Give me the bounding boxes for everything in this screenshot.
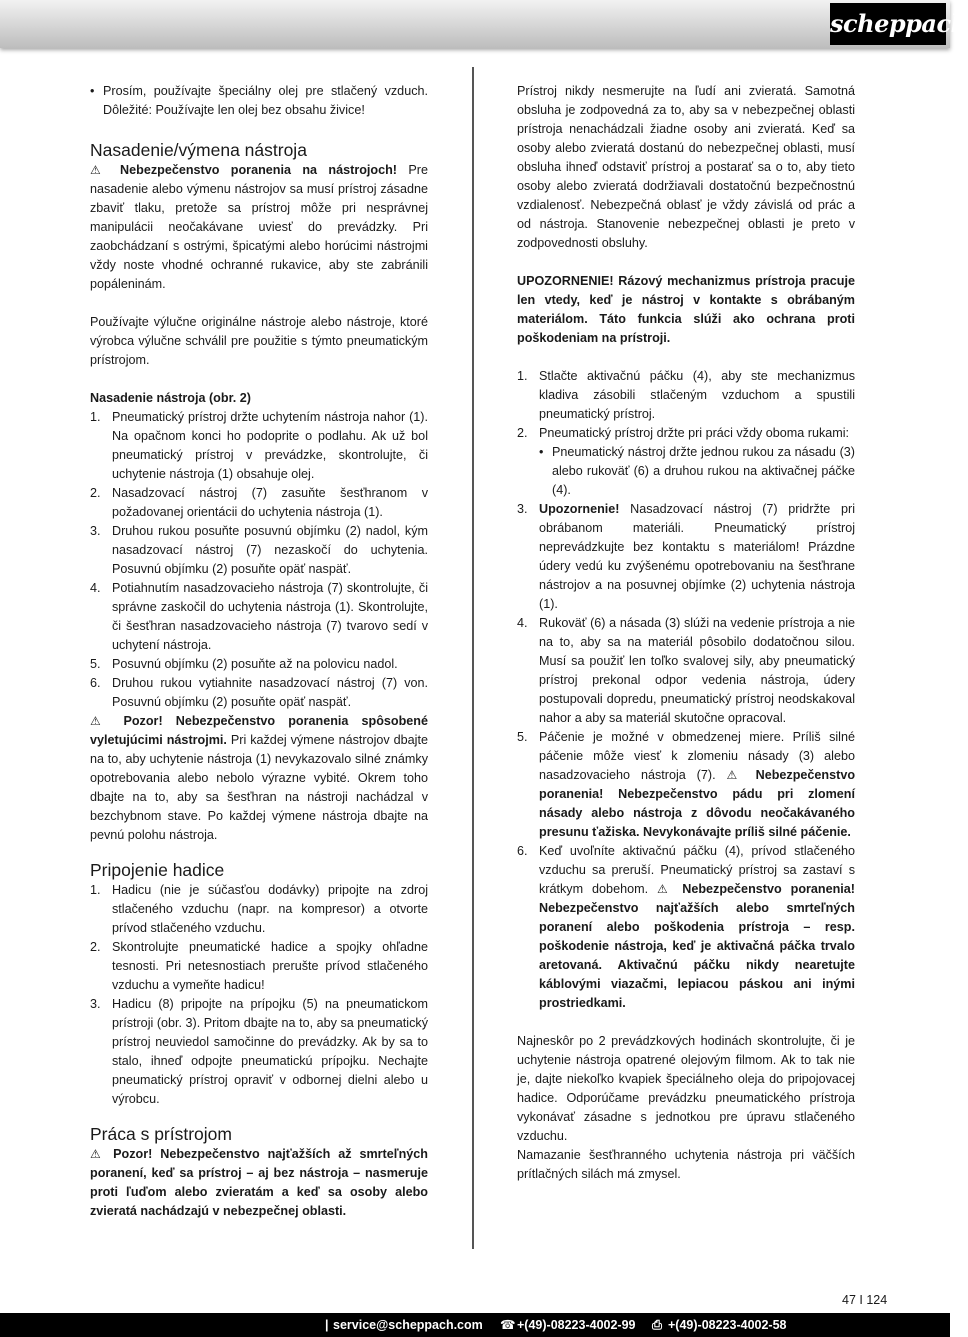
phone-icon: ☎ <box>500 1318 516 1332</box>
warning-icon: ⚠ <box>90 163 109 177</box>
intro-bullet: • Prosím, používajte špeciálny olej pre stlačený vzduch. Dôležité: Používajte len olej bez obsahu živice! <box>90 84 428 117</box>
list-item: 4. Rukoväť (6) a násada (3) slúži na vedenie prístroja a nie na to, aby sa na materiál pôsobilo dodatočnou silou. Musí sa použiť len toľko svalovej sily, aby pneumatický prístroj prekonal odpor vedenia nástroja, údery postupovali dopredu, pneumatický prístroj neodskakoval nahor a aby sa materiál skutočne opracoval. <box>517 616 855 725</box>
list-item: 3. Upozornenie! Nasadzovací nástroj (7) pridržte pri obrábanom materiáli. Pneumatický prístroj neprevádzkujte bez kontaktu s materiálom! Prázdne údery vedú ku zvýšenému opotrebovaniu na šesťhrane nástrojov a na posuvnej objímke (2) uchytenia nástroja (1). <box>517 502 855 611</box>
grease-text: Namazanie šesťhranného uchytenia nástroja pri väčších prítlačných silách má zmysel. <box>517 1148 855 1181</box>
operation-steps-list <box>517 367 855 1013</box>
warning-icon: ⚠ <box>90 1147 106 1161</box>
list-item: 5. Páčenie je možné v obmedzenej miere. Príliš silné páčenie môže viesť k zlomeniu násady (3) alebo nasadzovacieho nástroja (7). ⚠ Nebezpečenstvo poranenia! Nebezpečenstvo pádu pri zlomení násady alebo nástroja z dôvodu neočakávaného presunu ťažiska. Nevykonávajte príliš silné páčenie. <box>517 730 856 839</box>
notice-text: UPOZORNENIE! Rázový mechanizmus prístroja pracuje len vtedy, keď je nástroj v kontakte s obrábaným materiálom. Táto funkcia slúži ako ochrana proti poškodeniam na prístroji. <box>517 274 855 345</box>
list-item: 1. Hadicu (nie je súčasťou dodávky) pripojte na zdroj stlačeného vzduchu (napr. na kompresor) a otvorte prívod stlačeného vzduchu. <box>90 883 428 935</box>
list-item: 4. Potiahnutím nasadzovacieho nástroja (7) skontrolujte, či správne zaskočil do uchytenia nástroja (1). Skontrolujte, či šesťhran nasadzovacieho nástroja (7) tvarovo sedí v uchytení nástroja. <box>90 581 428 652</box>
heading-working: Práca s prístrojom <box>90 1124 232 1144</box>
page-number: 47 I 124 <box>842 1293 888 1307</box>
insert-steps-list <box>90 408 428 712</box>
work-warning: ⚠ Pozor! Nebezpečenstvo najťažších až smrteľných poranení, keď sa prístroj – aj bez nástroja – nasmeruje proti ľuďom alebo zvieratám a keď sa osoby alebo zvieratá nachádzajú v nebezpečnej oblasti. <box>90 1147 429 1218</box>
heading-hose-connection: Pripojenie hadice <box>90 860 225 880</box>
subheading-insert-tool: Nasadenie nástroja (obr. 2) <box>90 391 251 405</box>
fax-icon: ⎙ <box>652 1318 663 1332</box>
warning-icon: ⚠ <box>657 882 674 896</box>
column-divider <box>472 67 474 1249</box>
original-tools-note: Používajte výlučne originálne nástroje alebo nástroje, ktoré výrobca výlučne schválil pre použitie s týmto pneumatickým prístrojom. <box>90 315 428 367</box>
footer-separator: | <box>325 1318 329 1332</box>
hose-steps-list <box>90 881 428 1109</box>
right-column <box>517 82 855 1184</box>
warning-icon: ⚠ <box>726 768 745 782</box>
header-bar <box>0 0 968 48</box>
list-item: 6. Druhou rukou vytiahnite nasadzovací nástroj (7) von. Posuvnú objímku (2) posuňte opäť naspäť. <box>90 676 428 709</box>
footer-bar <box>0 1313 950 1337</box>
eject-warning: ⚠ Pozor! Nebezpečenstvo poranenia spôsobené vyletujúcimi nástrojmi. Pri každej výmene nástrojov dbajte na to, aby uchytenie nástroja (1) nevykazovalo silné známky opotrebovania alebo nebolo výrazne vybité. Okrem toho dbajte na to, aby sa šesťhran na nástroji nachádzal v bezchybnom stave. Po každej výmene nástroja dbajte na pevnú polohu nástroja. <box>90 714 428 842</box>
left-column <box>90 82 428 1221</box>
list-item: 1. Pneumatický prístroj držte uchytením nástroja nahor (1). Na opačnom konci ho podoprite o podlahu. Ak už bol pneumatický prístroj v prevádzke, skontrolujte, či uchytenie nástroja (1) obsahuje olej. <box>90 410 428 481</box>
brand-logo: scheppach <box>830 3 946 45</box>
list-item-bullet: • Pneumatický nástroj držte jednou rukou za násadu (3) alebo rukoväť (6) a druhou rukou na aktivačnej páčke (4). <box>539 445 855 497</box>
insert-warning: ⚠ Nebezpečenstvo poranenia na nástrojoch! Pre nasadenie alebo výmenu nástrojov sa musí prístroj zásadne zbaviť tlaku, pretože sa prístroj môže pri nesprávnej manipulácii neočakávane uviesť do prevádzky. Pri zaobchádzaní s ostrými, špicatými alebo horúcimi nástrojmi vždy noste vhodné ochranné rukavice, aby ste zabránili popáleninám. <box>90 163 428 291</box>
footer-phone: +(49)-08223-4002-99 <box>517 1318 636 1332</box>
footer-fax: +(49)-08223-4002-58 <box>668 1318 787 1332</box>
heading-insert-tool: Nasadenie/výmena nástroja <box>90 140 307 160</box>
list-item: 2. Skontrolujte pneumatické hadice a spojky ohľadne tesnosti. Pri netesnostiach prerušte prívod stlačeného vzduchu a vymeňte hadicu! <box>90 940 428 992</box>
list-item: 2. Nasadzovací nástroj (7) zasuňte šesťhranom v požadovanej orientácii do uchytenia nástroja (1). <box>90 486 428 519</box>
list-item: 6. Keď uvoľníte aktivačnú páčku (4), prívod stlačeného vzduchu sa preruší. Pneumatický prístroj sa zastaví s krátkym dobehom. ⚠ Nebezpečenstvo poranenia! Nebezpečenstvo najťažších alebo smrteľných poranení alebo poškodenia prístroja – resp. poškodenie nástroja, keď je aktivačná páčka trvalo aretovaná. Aktivačnú páčku nikdy nearetujte káblovými viazačmi, lepiacou páskou ani inými prostriedkami. <box>517 844 856 1010</box>
danger-zone-text: Prístroj nikdy nesmerujte na ľudí ani zvieratá. Samotná obsluha je zodpovedná za to, aby sa v nebezpečnej oblasti prístroja nenachádzali žiadne osoby ani zvieratá. Keď sa osoby alebo zvieratá dostanú do nebezpečnej oblasti, musí obsluha ihneď odstaviť prístroj a postarať sa o to, aby tieto osoby alebo zvieratá dodržiavali dostatočnú bezpečnostnú vzdialenosť. Nebezpečná oblasť je vždy závislá od prác a od nástroja. Stanovenie nebezpečnej oblasti je preto v zodpovednosti obsluhy. <box>517 84 855 250</box>
list-item: 2. Pneumatický prístroj držte pri práci vždy oboma rukami: • Pneumatický nástroj držte jednou rukou za násadu (3) alebo rukoväť (6) a druhou rukou na aktivačnej páčke (4). <box>517 424 855 500</box>
footer-email[interactable]: service@scheppach.com <box>333 1318 483 1332</box>
list-item: 1. Stlačte aktivačnú páčku (4), aby ste mechanizmus kladiva zásobili stlačeným vzduchom a spustili pneumatický prístroj. <box>517 369 855 421</box>
oil-check-text: Najneskôr po 2 prevádzkových hodinách skontrolujte, či je uchytenie nástroja opatrené olejovým filmom. Ak to tak nie je, dajte niekoľko kvapiek špeciálneho oleja do pripojovacej hadice. Odporúčame prevádzku pneumatického prístroja vykonávať zásadne s jednotkou pre úpravu stlačeného vzduchu. <box>517 1034 855 1143</box>
list-item: 5. Posuvnú objímku (2) posuňte až na polovicu nadol. <box>90 657 398 671</box>
warning-icon: ⚠ <box>90 714 111 728</box>
list-item: 3. Hadicu (8) pripojte na prípojku (5) na pneumatickom prístroji (obr. 3). Pritom dbajte na to, aby sa pneumatický prístroj neuviedol samočinne do prevádzky. Ak by sa to stalo, ihneď odpojte pneumatickú prípojku. Nechajte pneumatický prístroj opraviť v odbornej dielni alebo u výrobcu. <box>90 997 428 1106</box>
list-item: 3. Druhou rukou posuňte posuvnú objímku (2) nadol, kým nasadzovací nástroj (7) nezaskočí do uchytenia. Posuvnú objímku (2) posuňte opäť naspäť. <box>90 524 428 576</box>
